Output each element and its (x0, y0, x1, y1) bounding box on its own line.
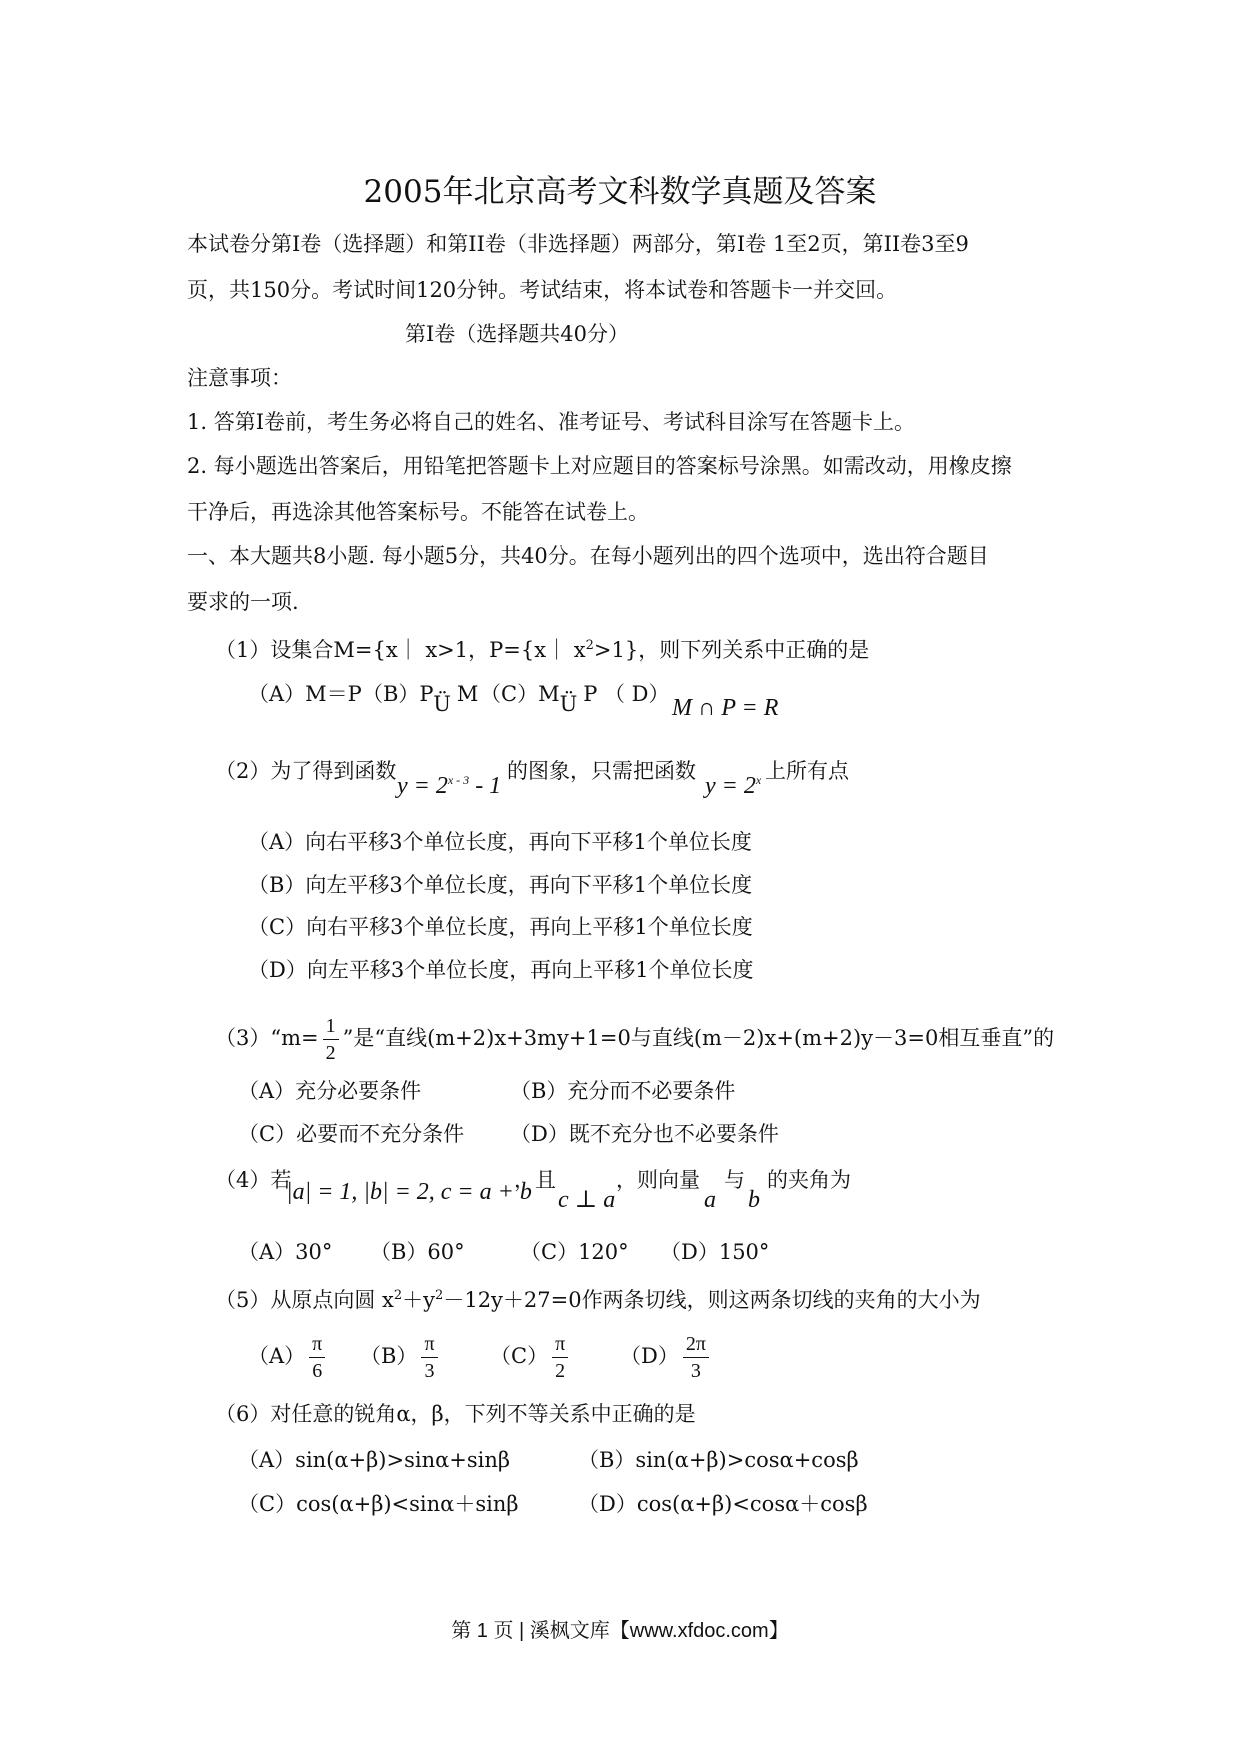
q4-option-d: （D）150° (660, 1240, 770, 1264)
q2-f1-base: y = 2 (397, 773, 448, 799)
q1-option-b (362, 680, 479, 716)
q3-option-d: （D）既不充分也不必要条件 (510, 1122, 779, 1146)
q5-stem-c: －12y＋27=0作两条切线，则这两条切线的夹角的大小为 (443, 1288, 981, 1312)
q5-option-d-fraction (683, 1334, 709, 1381)
q4-var-b: b (748, 1187, 760, 1213)
q1-option-b-set: M (456, 682, 479, 706)
q1-option-b-label: （B）P (362, 682, 434, 706)
q5-option-a-label: （A） (248, 1344, 306, 1368)
q3-stem-b: ”是“直线(m+2)x+3my+1=0与直线(m－2)x+(m+2)y－3=0相互垂直”的 (342, 1026, 1055, 1050)
q4-stem-a: （4）若 (215, 1168, 292, 1192)
q5-sup-2: 2 (435, 1288, 444, 1303)
q5-option-d-label: （D） (620, 1344, 679, 1368)
q5-option-c-fraction (552, 1334, 568, 1381)
q1-stem-a: （1）设集合M={x｜ x>1，P={x｜ x (215, 638, 586, 662)
q5-option-c (490, 1326, 572, 1386)
q6-option-b: （B）sin(α+β)>cosα+cosβ (578, 1448, 859, 1472)
intro-line-1: 本试卷分第I卷（选择题）和第II卷（非选择题）两部分，第I卷 1至2页，第II卷3至9 (187, 232, 969, 256)
page-title: 2005年北京高考文科数学真题及答案 (363, 174, 877, 210)
q5-option-a (248, 1326, 329, 1386)
q3-option-b: （B）充分而不必要条件 (510, 1079, 736, 1103)
q1-stem-b: >1}，则下列关系中正确的是 (593, 638, 870, 662)
q4-stem-d: 与 (724, 1168, 745, 1192)
note-item-1: 1. 答第I卷前，考生务必将自己的姓名、准考证号、考试科目涂写在答题卡上。 (187, 410, 916, 434)
q5-stem-a: （5）从原点向圆 x (215, 1288, 394, 1312)
q2-stem-c: 上所有点 (765, 759, 849, 783)
q4-stem-e: 的夹角为 (767, 1168, 851, 1192)
part1-instruction-1: 一、本大题共8小题. 每小题5分，共40分。在每小题列出的四个选项中，选出符合题目 (187, 544, 989, 568)
q4-option-c: （C）120° (520, 1240, 629, 1264)
q5-b-num: π (421, 1334, 437, 1358)
q4-expr-2: c ⊥ a (558, 1187, 616, 1213)
q5-option-b-fraction (421, 1334, 437, 1381)
q2-f1-exp: x - 3 (447, 773, 470, 787)
q4-option-b: （B）60° (370, 1240, 465, 1264)
subset-symbol: Ü (559, 692, 578, 716)
q2-option-b: （B）向左平移3个单位长度，再向下平移1个单位长度 (248, 873, 753, 897)
q3-option-c: （C）必要而不充分条件 (238, 1122, 465, 1146)
q2-f1-tail: - 1 (469, 773, 502, 799)
note-item-2a: 2. 每小题选出答案后，用铅笔把答题卡上对应题目的答案标号涂黑。如需改动，用橡皮擦 (187, 454, 1012, 478)
q3-frac-den: 2 (325, 1042, 336, 1064)
q2-f2-base: y = 2 (705, 773, 756, 799)
q5-b-den: 3 (424, 1360, 435, 1382)
q5-stem-b: ＋y (402, 1288, 436, 1312)
q1-option-a: （A）M＝P (248, 682, 362, 706)
q5-option-b (360, 1326, 442, 1386)
page-footer: 第 1 页 | 溪枫文库【www.xfdoc.com】 (451, 1620, 789, 1642)
q5-c-num: π (552, 1334, 568, 1358)
q5-option-b-label: （B） (360, 1344, 418, 1368)
q6-stem: （6）对任意的锐角α，β，下列不等关系中正确的是 (215, 1402, 696, 1426)
q1-option-d-expr: M ∩ P = R (672, 695, 779, 721)
q3-stem-a: （3）“m= (215, 1026, 319, 1050)
q2-function-2 (705, 766, 761, 800)
subset-symbol: Ü (433, 692, 451, 716)
q3-stem (215, 1010, 1054, 1066)
q5-sup-1: 2 (393, 1288, 403, 1303)
q5-option-a-fraction (309, 1334, 325, 1381)
q5-option-c-label: （C） (490, 1344, 549, 1368)
q2-function-1 (397, 766, 501, 800)
q5-d-num: 2π (683, 1334, 709, 1358)
q4-expr-1: |a| = 1, |b| = 2, c = a + b (286, 1179, 532, 1205)
q2-option-c: （C）向右平移3个单位长度，再向上平移1个单位长度 (248, 915, 753, 939)
q1-option-d-label: （ D） (604, 682, 670, 706)
q3-fraction (323, 1016, 339, 1063)
q3-frac-num: 1 (323, 1016, 339, 1040)
intro-line-2: 页，共150分。考试时间120分钟。考试结束，将本试卷和答题卡一并交回。 (187, 278, 898, 302)
q1-option-c-label: （C）M (480, 682, 560, 706)
q2-stem-a: （2）为了得到函数 (215, 759, 397, 783)
q4-stem-b: ，且 (514, 1168, 556, 1192)
q1-option-c-set: P (583, 682, 598, 706)
q5-a-num: π (309, 1334, 325, 1358)
q5-c-den: 2 (555, 1360, 566, 1382)
q1-stem-sup: 2 (585, 638, 594, 653)
q5-d-den: 3 (690, 1360, 701, 1382)
q4-option-a: （A）30° (238, 1240, 333, 1264)
section-title: 第I卷（选择题共40分） (405, 322, 630, 346)
q2-option-d: （D）向左平移3个单位长度，再向上平移1个单位长度 (248, 958, 754, 982)
q5-stem (215, 1282, 981, 1314)
note-item-2b: 干净后，再选涂其他答案标号。不能答在试卷上。 (187, 500, 649, 524)
q4-stem-c: ，则向量 (616, 1168, 700, 1192)
q1-option-c (480, 680, 598, 716)
q6-option-d: （D）cos(α+β)<cosα＋cosβ (578, 1492, 868, 1516)
q6-option-a: （A）sin(α+β)>sinα+sinβ (238, 1448, 511, 1472)
q3-option-a: （A）充分必要条件 (238, 1079, 422, 1103)
q6-option-c: （C）cos(α+β)<sinα＋sinβ (238, 1492, 519, 1516)
q2-option-a: （A）向右平移3个单位长度，再向下平移1个单位长度 (248, 830, 752, 854)
q4-var-a: a (704, 1187, 716, 1213)
q2-f2-exp: x (755, 773, 762, 787)
q1-stem (215, 632, 869, 664)
part1-instruction-2: 要求的一项. (187, 590, 299, 614)
q5-option-d (620, 1326, 713, 1386)
notes-heading: 注意事项： (187, 366, 292, 390)
q2-stem-b: 的图象，只需把函数 (507, 759, 696, 783)
q5-a-den: 6 (312, 1360, 323, 1382)
